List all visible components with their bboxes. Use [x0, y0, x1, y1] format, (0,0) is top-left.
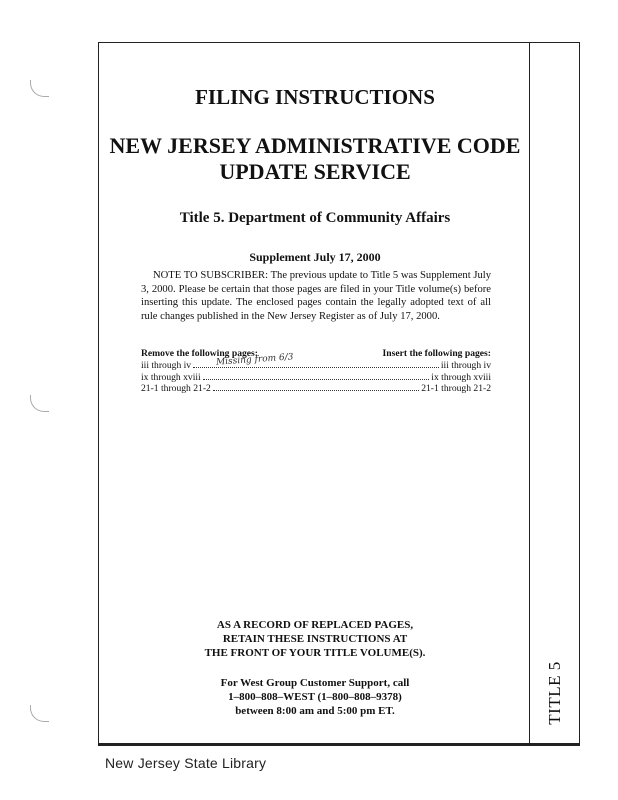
side-tab-strip	[529, 43, 579, 743]
punch-hole-mark-top	[30, 80, 49, 97]
punch-hole-mark-bottom	[30, 705, 49, 722]
table-row	[141, 372, 491, 384]
code-title	[99, 133, 531, 185]
filing-instructions-heading: FILING INSTRUCTIONS	[195, 85, 435, 109]
title-line: Title 5. Department of Community Affairs	[179, 210, 451, 226]
supplement-date: Supplement July 17, 2000	[249, 250, 381, 264]
table-row	[141, 383, 491, 395]
code-title-line-2: UPDATE SERVICE	[219, 159, 411, 184]
remove-header: Remove the following pages:	[141, 348, 258, 359]
insert-pages: ix through xviii	[431, 371, 491, 383]
document-content	[99, 43, 531, 743]
remove-pages: iii through iv	[141, 360, 192, 371]
pages-table-header	[141, 348, 491, 360]
support-line-3: between 8:00 am and 5:00 pm ET.	[235, 705, 395, 717]
insert-header: Insert the following pages:	[382, 348, 491, 359]
library-stamp: New Jersey State Library	[105, 755, 267, 771]
side-tab-label: TITLE 5	[544, 661, 564, 725]
remove-pages: ix through xviii	[141, 371, 201, 383]
code-title-line-1: NEW JERSEY ADMINISTRATIVE CODE	[109, 133, 521, 158]
support-line-2: 1–800–808–WEST (1–800–808–9378)	[228, 691, 402, 703]
record-line-2: RETAIN THESE INSTRUCTIONS AT	[222, 633, 408, 645]
remove-pages: 21-1 through 21-2	[141, 383, 211, 394]
insert-pages: iii through iv	[440, 360, 491, 371]
document-page	[98, 42, 580, 746]
dot-leader	[213, 389, 419, 391]
pages-table	[141, 348, 491, 395]
support-line-1: For West Group Customer Support, call	[220, 677, 410, 689]
subscriber-note: NOTE TO SUBSCRIBER: The previous update to Title 5 was Supplement July 3, 2000. Please be certain that those pages are filed in your Title volume(s) before inserting this update. The enclosed pages contain the legally adopted text of all rule changes published in the New Jersey Register as of July 17, 2000.	[141, 270, 491, 322]
table-row	[141, 360, 491, 372]
dot-leader	[203, 378, 430, 380]
punch-hole-mark-middle	[30, 395, 49, 412]
insert-pages: 21-1 through 21-2	[421, 383, 491, 394]
handwritten-annotation: Missing from 6/3	[215, 352, 294, 368]
customer-support-info	[99, 676, 531, 718]
record-line-3: THE FRONT OF YOUR TITLE VOLUME(S).	[204, 647, 426, 659]
record-instructions	[99, 618, 531, 660]
record-line-1: AS A RECORD OF REPLACED PAGES,	[216, 619, 414, 631]
